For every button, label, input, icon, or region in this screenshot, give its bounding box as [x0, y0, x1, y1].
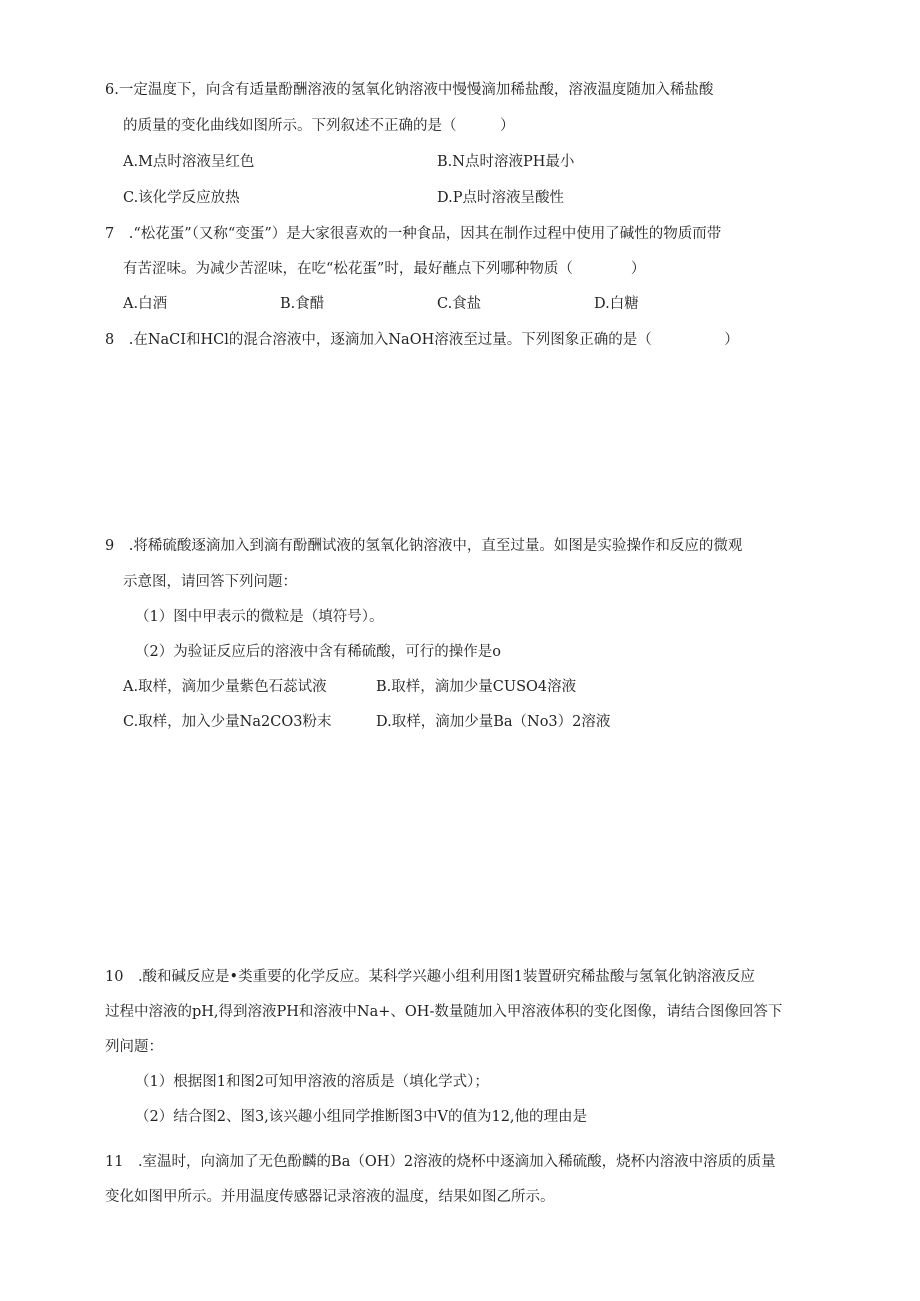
q9-stem-line2: 示意图，请回答下列问题：: [123, 574, 297, 590]
q10-sub-question-1: （1）根据图1和图2可知甲溶液的溶质是（填化学式）；: [135, 1074, 489, 1090]
q9-option-c: C.取样，加入少量Na2CO3粉末: [123, 714, 332, 730]
q11-stem-line2: 变化如图甲所示。并用温度传感器记录溶液的温度，结果如图乙所示。: [105, 1189, 555, 1205]
q9-option-b: B.取样，滴加少量CUSO4溶液: [376, 679, 577, 695]
q6-option-d: D.P点时溶液呈酸性: [437, 190, 564, 206]
q9-sub-question-2: （2）为验证反应后的溶液中含有稀硫酸，可行的操作是o: [135, 644, 501, 660]
q6-stem-line2: 的质量的变化曲线如图所示。下列叙述不正确的是（ ）: [123, 118, 515, 134]
q6-stem-line1: 6.一定温度下，向含有适量酚酬溶液的氢氧化钠溶液中慢慢滴加稀盐酸，溶液温度随加入稀盐酸: [105, 82, 714, 98]
q10-sub-question-2: （2）结合图2、图3,该兴趣小组同学推断图3中V的值为12,他的理由是: [135, 1109, 588, 1125]
q9-option-d: D.取样，滴加少量Ba（No3）2溶液: [376, 714, 611, 730]
q7-stem-line1: 7 .“松花蛋”（又称“变蛋”）是大家很喜欢的一种食品，因其在制作过程中使用了碱性的物质而带: [105, 226, 722, 242]
q7-option-a: A.白酒: [123, 296, 168, 312]
q7-stem-line2: 有苦涩味。为减少苦涩味，在吃“松花蛋”时，最好蘸点下列哪种物质（ ）: [123, 261, 646, 277]
q6-option-a: A.M点时溶液呈红色: [123, 154, 255, 170]
q10-stem-line1: 10 .酸和碱反应是•类重要的化学反应。某科学兴趣小组利用图1装置研究稀盐酸与氢氧化钠溶液反应: [105, 969, 755, 985]
q6-option-b: B.N点时溶液PH最小: [437, 154, 575, 170]
q7-option-b: B.食醋: [280, 296, 325, 312]
q9-option-a: A.取样，滴加少量紫色石蕊试液: [123, 679, 327, 695]
q9-sub-question-1: （1）图中甲表示的微粒是（填符号）。: [135, 609, 384, 625]
q9-stem-line1: 9 .将稀硫酸逐滴加入到滴有酚酬试液的氢氧化钠溶液中，直至过量。如图是实验操作和反应的微观: [105, 538, 743, 554]
q6-option-c: C.该化学反应放热: [123, 190, 240, 206]
q10-stem-line2: 过程中溶液的pH,得到溶液PH和溶液中Na+、OH-数量随加入甲溶液体积的变化图像，请结合图像回答下: [105, 1004, 783, 1020]
q10-stem-line3: 列问题：: [105, 1039, 163, 1055]
q7-option-d: D.白糖: [594, 296, 639, 312]
q8-stem-line1: 8 .在NaCI和HCl的混合溶液中，逐滴加入NaOH溶液至过量。下列图象正确的是（ ）: [105, 332, 739, 348]
q7-option-c: C.食盐: [437, 296, 482, 312]
q11-stem-line1: 11 .室温时，向滴加了无色酚麟的Ba（OH）2溶液的烧杯中逐滴加入稀硫酸，烧杯内溶液中溶质的质量: [105, 1154, 776, 1170]
